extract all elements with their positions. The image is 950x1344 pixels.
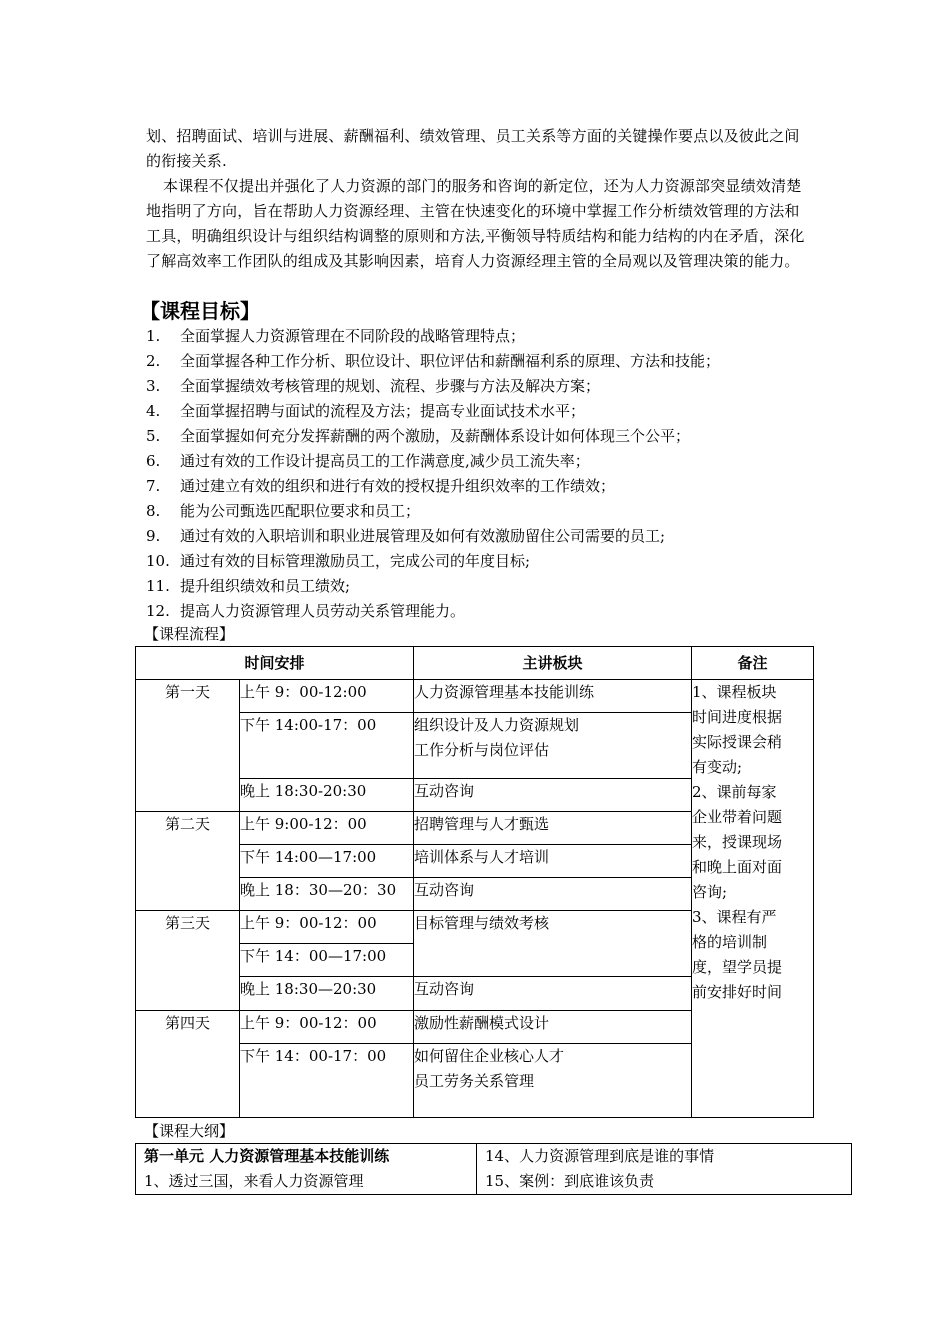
note-line: 格的培训制: [692, 933, 768, 952]
goal-text: 通过建立有效的组织和进行有效的授权提升组织效率的工作绩效；: [180, 477, 616, 495]
goal-item: [146, 549, 810, 574]
time-cell: 下午 14:00—17:00: [240, 844, 414, 877]
module-cell: [414, 844, 692, 877]
outline-unit-title: 第一单元 人力资源管理基本技能训练: [144, 1147, 390, 1165]
intro-paragraph-1: 划、招聘面试、培训与进展、薪酬福利、绩效管理、员工关系等方面的关键操作要点以及彼此之间的衔接关系.: [146, 127, 800, 170]
day-cell: 第三天: [136, 911, 240, 1010]
flow-title: 【课程流程】: [144, 625, 235, 643]
goals-heading: 【课程目标】: [140, 299, 260, 323]
schedule-table: [135, 646, 814, 1118]
note-line: 时间进度根据: [692, 708, 783, 727]
note-line: 来，授课现场: [692, 833, 783, 852]
time-cell: 下午 14：00—17:00: [240, 944, 414, 977]
goal-number: 11.: [146, 577, 170, 595]
goal-number: 2.: [146, 352, 161, 370]
module-line: 招聘管理与人才甄选: [414, 814, 550, 833]
module-line: 组织设计及人力资源规划: [414, 716, 580, 735]
goals-list: [146, 324, 810, 624]
outline-right-column: [477, 1144, 852, 1195]
goal-text: 全面掌握如何充分发挥薪酬的两个激励，及薪酬体系设计如何体现三个公平；: [180, 427, 691, 445]
goal-number: 6.: [146, 452, 161, 470]
goal-number: 8.: [146, 502, 161, 520]
goal-text: 提高人力资源管理人员劳动关系管理能力。: [180, 602, 466, 620]
note-line: 2、课前每家: [692, 783, 777, 802]
time-cell: 上午 9:00-12：00: [240, 811, 414, 844]
note-line: 企业带着问题: [692, 808, 783, 827]
goal-item: [146, 524, 810, 549]
time-cell: 下午 14：00-17：00: [240, 1043, 414, 1117]
goal-item: [146, 499, 810, 524]
goal-text: 通过有效的入职培训和职业进展管理及如何有效激励留住公司需要的员工;: [180, 527, 666, 545]
module-cell: [414, 778, 692, 811]
goal-number: 1.: [146, 327, 161, 345]
goal-text: 全面掌握各种工作分析、职位设计、职位评估和薪酬福利系的原理、方法和技能；: [180, 352, 721, 370]
module-line: 互动咨询: [414, 980, 475, 999]
time-cell: 晚上 18:30-20:30: [240, 778, 414, 811]
module-cell: [414, 1043, 692, 1117]
goal-text: 全面掌握招聘与面试的流程及方法；提高专业面试技术水平；: [180, 402, 586, 420]
module-line: 目标管理与绩效考核: [414, 914, 550, 933]
note-line: 咨询;: [692, 883, 728, 902]
time-cell: 晚上 18:30—20:30: [240, 977, 414, 1010]
note-line: 前安排好时间: [692, 983, 783, 1002]
outline-item: 14、人力资源管理到底是谁的事情: [485, 1147, 715, 1165]
time-cell: 下午 14:00-17：00: [240, 713, 414, 778]
time-cell: 上午 9：00-12：00: [240, 1010, 414, 1043]
note-line: 有变动;: [692, 758, 743, 777]
module-cell: [414, 911, 692, 977]
goal-item: [146, 324, 810, 349]
module-line: 人力资源管理基本技能训练: [414, 683, 595, 702]
module-line: 员工劳务关系管理: [414, 1071, 535, 1090]
module-cell: [414, 811, 692, 844]
module-line: 激励性薪酬模式设计: [414, 1013, 550, 1032]
module-cell: [414, 680, 692, 713]
goal-number: 10.: [146, 552, 170, 570]
note-line: 度，望学员提: [692, 958, 783, 977]
outline-left-column: [136, 1144, 477, 1195]
note-line: 3、课程有严: [692, 908, 777, 927]
goal-item: [146, 374, 810, 399]
goal-text: 提升组织绩效和员工绩效;: [180, 577, 351, 595]
note-cell: [692, 680, 814, 1118]
outline-item: 1、透过三国，来看人力资源管理: [144, 1172, 364, 1190]
goal-item: [146, 599, 810, 624]
outline-item: 15、案例：到底谁该负责: [485, 1172, 655, 1190]
module-cell: [414, 877, 692, 910]
time-cell: 上午 9：00-12:00: [240, 680, 414, 713]
goal-number: 5.: [146, 427, 161, 445]
goal-number: 9.: [146, 527, 161, 545]
day-cell: 第二天: [136, 811, 240, 910]
header-note: 备注: [692, 647, 814, 680]
module-line: 互动咨询: [414, 880, 475, 899]
goal-text: 通过有效的目标管理激励员工，完成公司的年度目标;: [180, 552, 531, 570]
goal-text: 通过有效的工作设计提高员工的工作满意度,减少员工流失率；: [180, 452, 590, 470]
outline-table: [135, 1143, 852, 1195]
time-cell: 上午 9：00-12：00: [240, 911, 414, 944]
module-line: 工作分析与岗位评估: [414, 741, 550, 760]
goal-number: 7.: [146, 477, 161, 495]
goal-number: 3.: [146, 377, 161, 395]
module-line: 培训体系与人才培训: [414, 847, 550, 866]
goal-item: [146, 574, 810, 599]
header-time: 时间安排: [136, 647, 414, 680]
goal-item: [146, 474, 810, 499]
note-line: 和晚上面对面: [692, 858, 783, 877]
goal-item: [146, 349, 810, 374]
module-cell: [414, 1010, 692, 1043]
time-cell: 晚上 18：30—20：30: [240, 877, 414, 910]
module-line: 互动咨询: [414, 781, 475, 800]
goal-text: 能为公司甄选匹配职位要求和员工；: [180, 502, 421, 520]
header-module: 主讲板块: [414, 647, 692, 680]
goal-text: 全面掌握绩效考核管理的规划、流程、步骤与方法及解决方案；: [180, 377, 601, 395]
goal-text: 全面掌握人力资源管理在不同阶段的战略管理特点；: [180, 327, 526, 345]
note-line: 实际授课会稍: [692, 733, 783, 752]
outline-title: 【课程大纲】: [144, 1122, 235, 1140]
goal-item: [146, 424, 810, 449]
note-line: 1、课程板块: [692, 683, 777, 702]
module-cell: [414, 713, 692, 778]
day-cell: 第一天: [136, 680, 240, 812]
goal-number: 4.: [146, 402, 161, 420]
day-cell: 第四天: [136, 1010, 240, 1117]
module-line: 如何留住企业核心人才: [414, 1046, 565, 1065]
goal-item: [146, 399, 810, 424]
goal-item: [146, 449, 810, 474]
intro-paragraph-2: 本课程不仅提出并强化了人力资源的部门的服务和咨询的新定位，还为人力资源部突显绩效清楚地指明了方向，旨在帮助人力资源经理、主管在快速变化的环境中掌握工作分析绩效管理的方法和工具，明确组织设计与组织结构调整的原则和方法,平衡领导特质结构和能力结构的内在矛盾，深化了解高效率工作团队的组成及其影响因素，培育人力资源经理主管的全局观以及管理决策的能力。: [146, 177, 805, 270]
module-cell: [414, 977, 692, 1010]
goal-number: 12.: [146, 602, 170, 620]
